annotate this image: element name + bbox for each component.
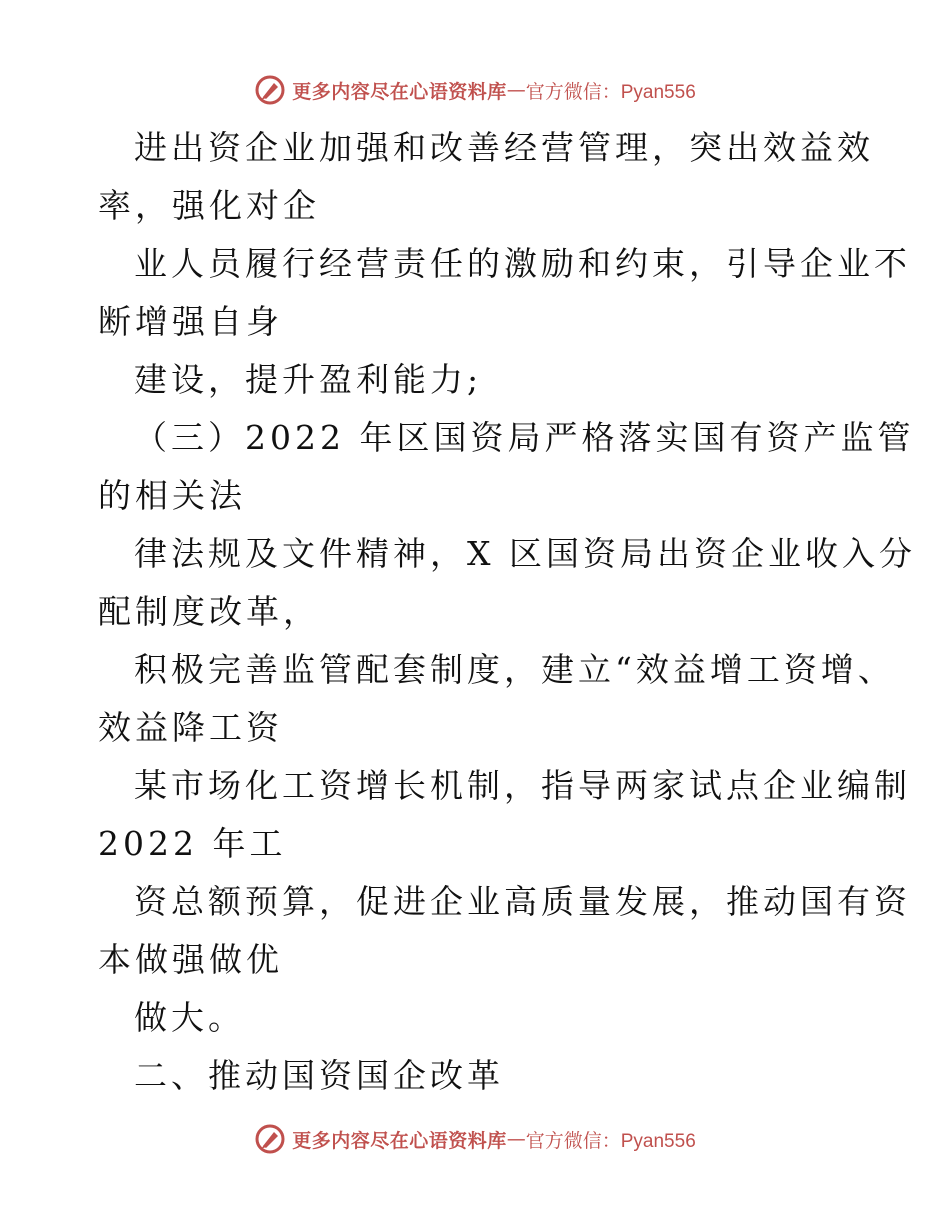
header-banner-separator: — — [506, 79, 526, 101]
body-line: 做大。 — [134, 998, 245, 1037]
body-line: 配制度改革， — [98, 592, 320, 631]
body-line: 效益降工资 — [98, 708, 283, 747]
body-line: 建设，提升盈利能力; — [134, 360, 483, 399]
body-line: 资总额预算，促进企业高质量发展，推动国有资 — [134, 882, 911, 921]
footer-banner-title: 更多内容尽在心语资料库 — [292, 1129, 507, 1152]
header-banner — [0, 70, 950, 110]
body-line: 某市场化工资增长机制，指导两家试点企业编制 — [134, 766, 911, 805]
footer-banner — [0, 1119, 950, 1159]
document-body — [98, 119, 916, 1105]
body-line: 进出资企业加强和改善经营管理，突出效益效 — [134, 128, 874, 167]
footer-banner-contact: 官方微信：Pyan556 — [525, 1130, 696, 1152]
body-line: 2022 年工 — [98, 824, 287, 863]
header-banner-title: 更多内容尽在心语资料库 — [292, 80, 507, 103]
body-line: 率，强化对企 — [98, 186, 320, 225]
header-banner-contact: 官方微信：Pyan556 — [525, 81, 696, 103]
footer-banner-separator: — — [506, 1128, 526, 1150]
body-line: 律法规及文件精神，X 区国资局出资企业收入分 — [134, 534, 916, 573]
body-line: 业人员履行经营责任的激励和约束，引导企业不 — [134, 244, 911, 283]
body-line: （三）2022 年区国资局严格落实国有资产监管 — [134, 418, 915, 457]
body-line: 断增强自身 — [98, 302, 283, 341]
body-line: 的相关法 — [98, 476, 246, 515]
pen-nib-logo-icon — [254, 74, 286, 106]
section-heading: 二、推动国资国企改革 — [134, 1056, 504, 1095]
body-line: 积极完善监管配套制度，建立“效益增工资增、 — [134, 650, 895, 689]
body-line: 本做强做优 — [98, 940, 283, 979]
pen-nib-logo-icon — [254, 1123, 286, 1155]
